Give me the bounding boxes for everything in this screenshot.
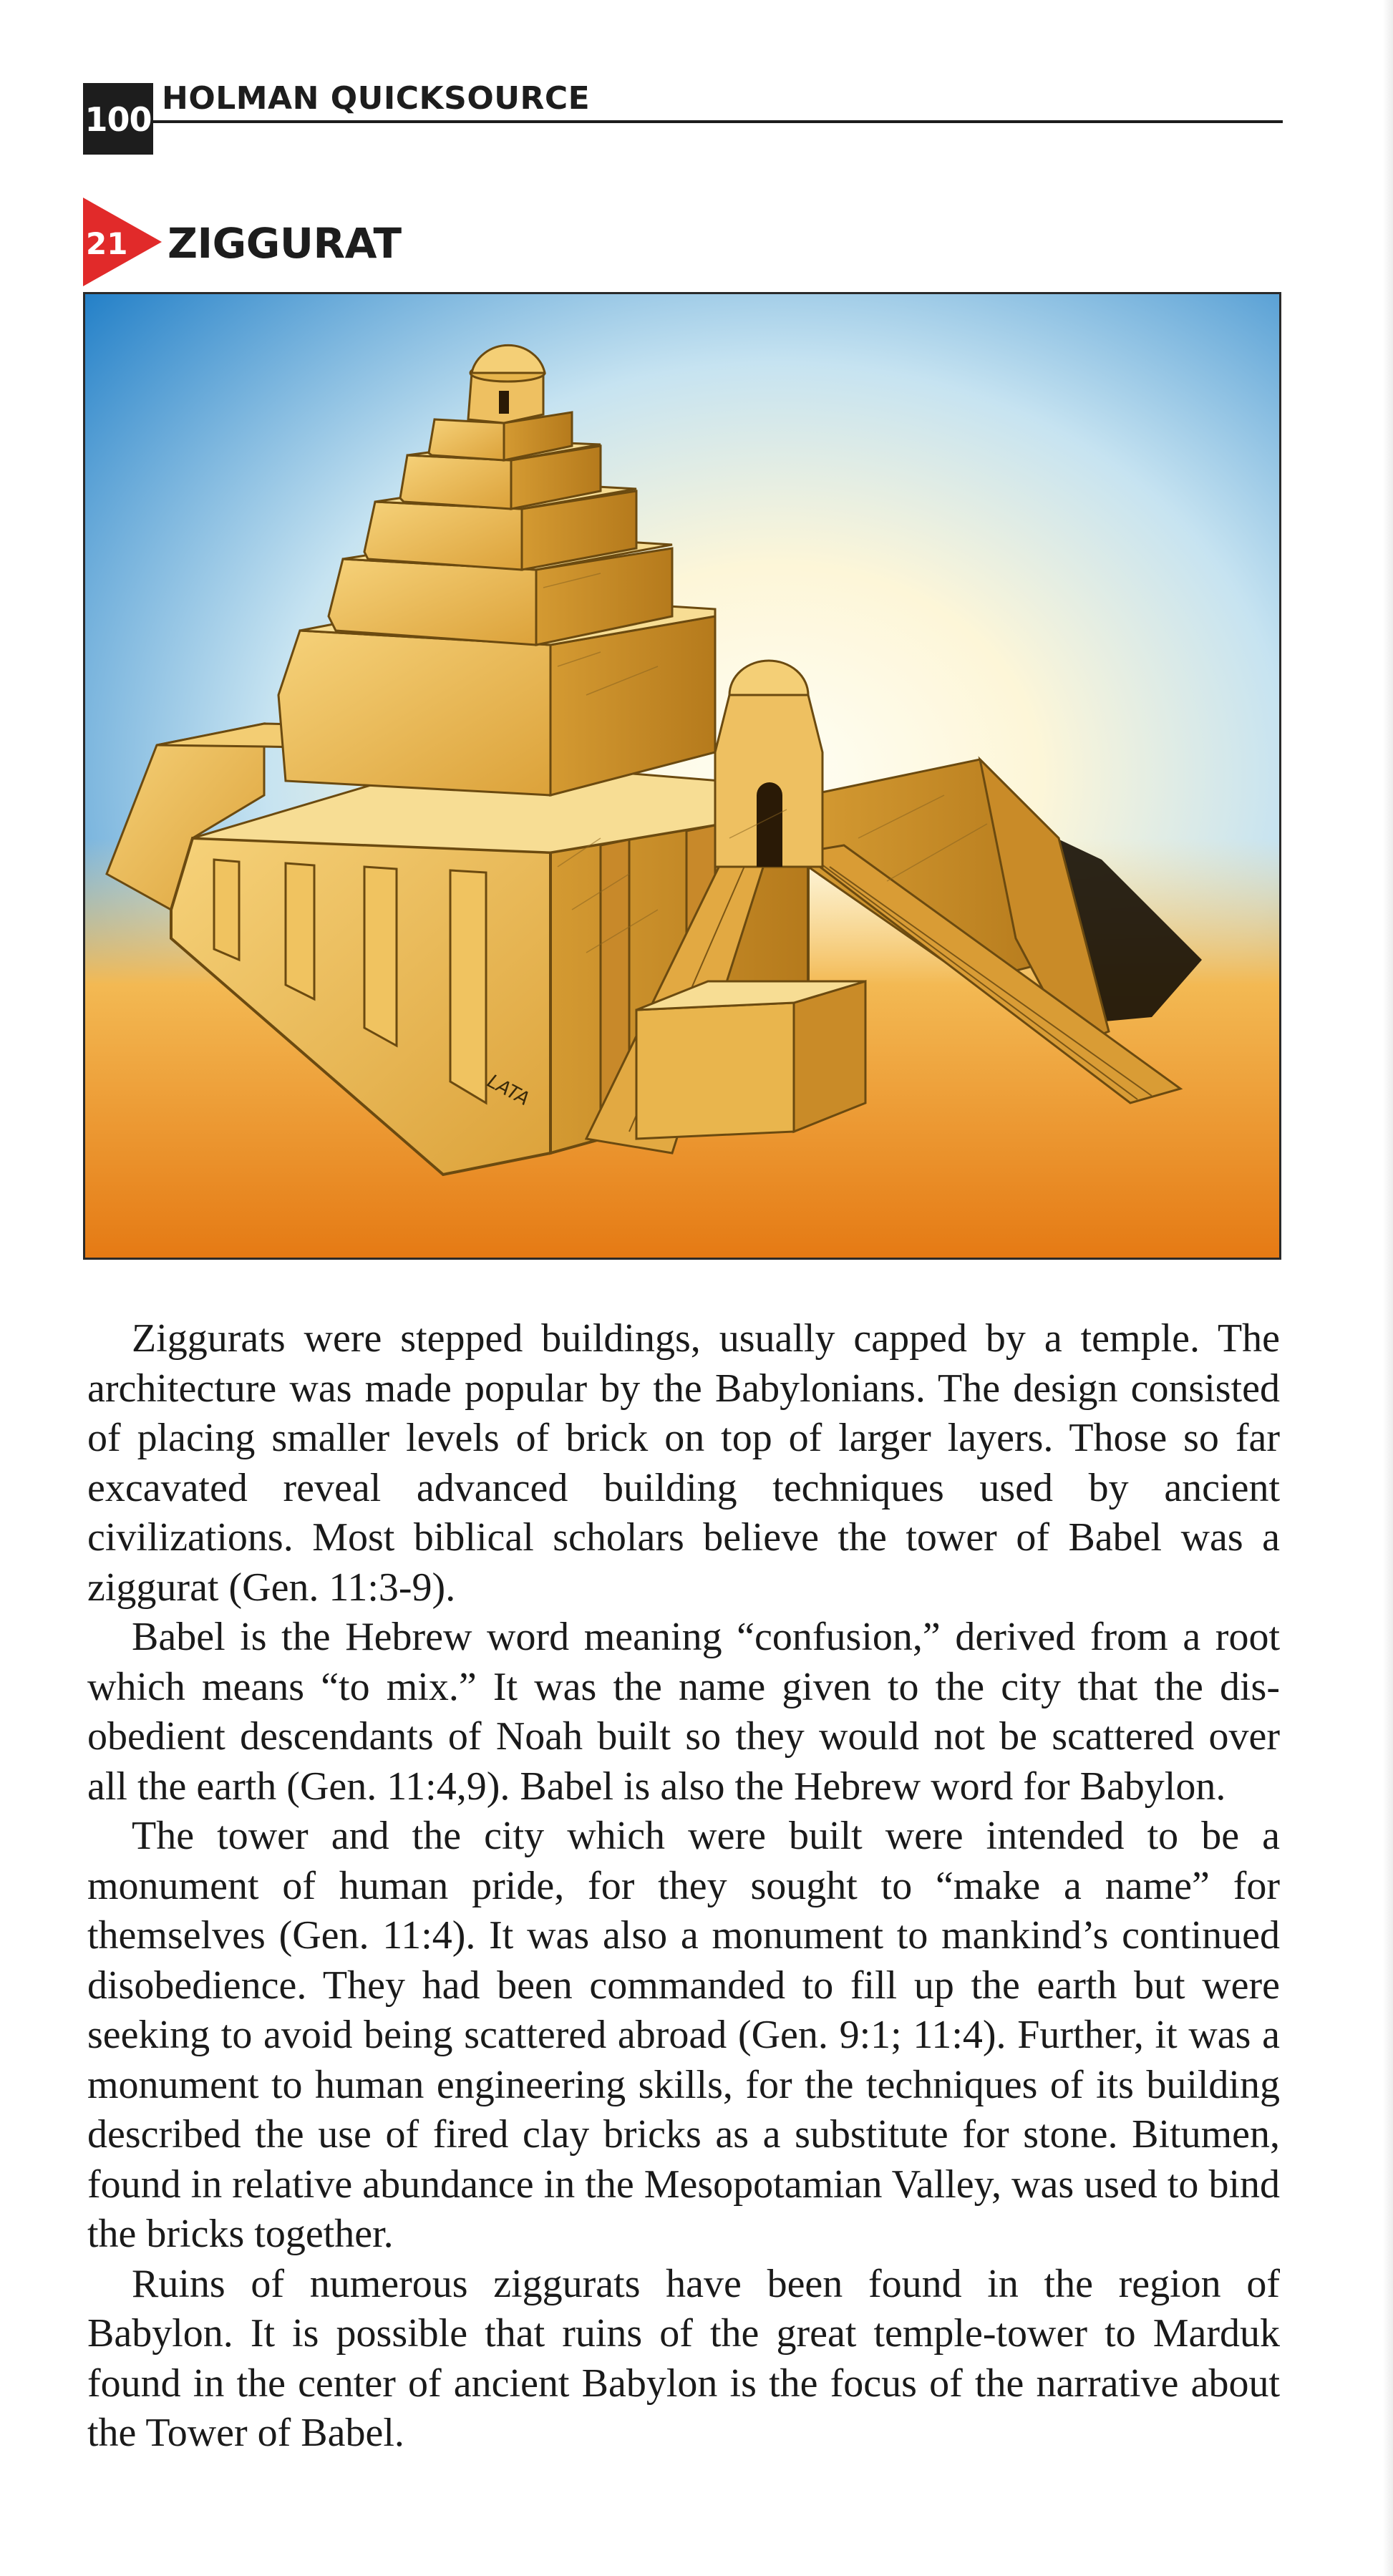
header-rule [153, 120, 1283, 123]
ziggurat-illustration [83, 292, 1281, 1260]
section-number: 21 [86, 226, 128, 261]
page-number: 100 [84, 100, 152, 139]
ziggurat-drawing [85, 294, 1279, 1258]
paragraph-2: Babel is the Hebrew word meaning “confusion,” derived from a root which means “to mix.” It was the name given to the city that the disobedient descendants of Noah built so they would not be scattered over all the earth (Gen. 11:4,9). Babel is also the Hebrew word for Babylon. [87, 1615, 1280, 1809]
paragraph-4: Ruins of numerous ziggurats have been found in the region of Babylon. It is possible that ruins of the great temple-tower to Marduk found in the center of ancient Babylon is the focus of the narrative about the Tower of Babel. [87, 2261, 1280, 2455]
page-edge [1383, 0, 1393, 2576]
article-body [87, 1314, 1280, 2459]
paragraph-3: The tower and the city which were built were intended to be a monument of human pride, for they sought to “make a name” for themselves (Gen. 11:4). It was also a monument to mankind’s continued disobedience. They had been commanded to fill up the earth but were seeking to avoid being scattered abroad (Gen. 9:1; 11:4). Further, it was a monument to human engineering skills, for the techniques of its building described the use of fired clay bricks as a substitute for stone. Bitumen, found in relative abundance in the Mesopotamian Valley, was used to bind the bricks together. [87, 1814, 1280, 2256]
running-head: HOLMAN QUICKSOURCE [162, 80, 591, 117]
section-title: ZIGGURAT [168, 219, 402, 268]
artist-signature: LATA [483, 1070, 533, 1111]
paragraph-1: Ziggurats were stepped buildings, usually capped by a temple. The architecture was made popular by the Babylonians. The design consisted of placing smaller levels of brick on top of larger layers. Those so far excavated reveal advanced building techniques used by ancient civilizations. Most biblical scholars believe the tower of Babel was a ziggurat (Gen. 11:3-9). [87, 1316, 1280, 1610]
